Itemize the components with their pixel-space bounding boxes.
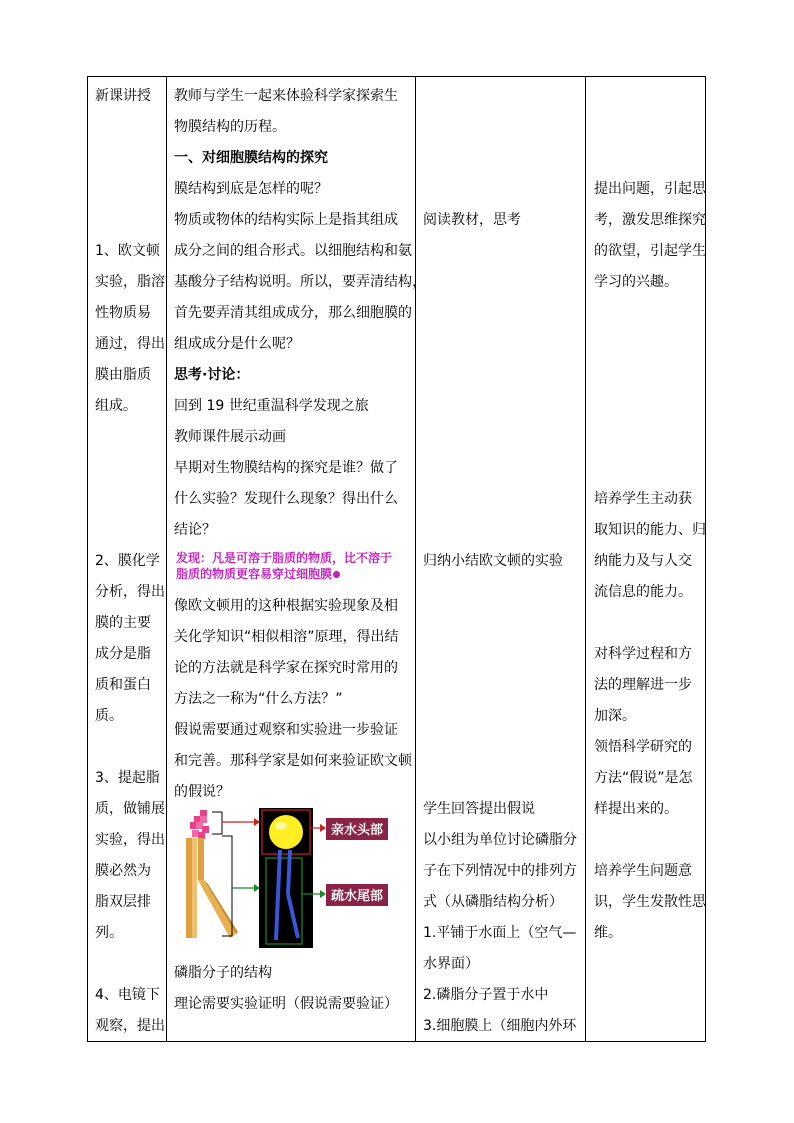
text-line: 3.细胞膜上（细胞内外环	[423, 1018, 577, 1034]
text-line: 培养学生问题意	[594, 863, 692, 879]
step-line: 3、提起脂	[95, 770, 160, 786]
step-line: 性物质易	[95, 305, 151, 321]
text-line: 理论需要实验证明（假说需要验证）	[174, 996, 398, 1012]
step-line: 2、膜化学	[95, 553, 160, 569]
section-label: 新课讲授	[95, 88, 151, 104]
step-line: 通过，得出	[95, 336, 165, 352]
text-line: 方法之一称为“什么方法？”	[174, 691, 343, 707]
hydrophilic-head-label: 亲水头部	[330, 823, 384, 838]
text-line: 组成成分是什么呢？	[174, 336, 300, 352]
text-line: 法的理解进一步	[594, 677, 692, 693]
hydrophobic-tail-label: 疏水尾部	[330, 889, 384, 904]
text-line: 样提出来的。	[594, 801, 678, 817]
text-line: 基酸分子结构说明。所以，要弄清结构，	[174, 274, 426, 290]
intent-column	[594, 174, 706, 949]
text-line: 提出问题，引起思	[594, 181, 706, 197]
text-line: 学习的兴趣。	[594, 274, 678, 290]
discovery-line: 发现：凡是可溶于脂质的物质，比不溶于	[176, 551, 393, 565]
step-line: 质和蛋白	[95, 677, 151, 693]
step-line: 实验，得出	[95, 832, 165, 848]
text-line: 归纳小结欧文顿的实验	[423, 553, 563, 569]
text-line: 物质或物体的结构实际上是指其组成	[174, 212, 398, 228]
text-line: 结论？	[174, 522, 216, 538]
step-line: 成分是脂	[95, 646, 151, 662]
text-line: 取知识的能力、归	[594, 522, 706, 538]
step-line: 膜必然为	[95, 863, 151, 879]
phospholipid-diagram	[178, 808, 408, 953]
text-line: 论的方法就是科学家在探究时常用的	[174, 660, 398, 676]
text-line: 子在下列情况中的排列方	[423, 863, 577, 879]
step-line: 质，做铺展	[95, 801, 165, 817]
text-line: 式（从磷脂结构分析）	[423, 894, 563, 910]
discussion-heading: 思考·讨论：	[174, 367, 250, 383]
step-line: 分析，得出	[95, 584, 165, 600]
text-line: 回到 19 世纪重温科学发现之旅	[174, 398, 369, 414]
text-line: 首先要弄清其组成成分，那么细胞膜的	[174, 305, 412, 321]
text-line: 识，学生发散性思	[594, 894, 706, 910]
step-line: 列。	[95, 925, 123, 941]
text-line: 像欧文顿用的这种根据实验现象及相	[174, 598, 398, 614]
text-line: 和完善。那科学家是如何来验证欧文顿	[174, 753, 412, 769]
step-line: 膜由脂质	[95, 367, 151, 383]
step-line: 脂双层排	[95, 894, 151, 910]
text-line: 考，激发思维探究	[594, 212, 706, 228]
student-column	[423, 205, 583, 1042]
text-line: 培养学生主动获	[594, 491, 692, 507]
diagram-caption: 磷脂分子的结构	[174, 965, 272, 981]
text-line: 2.磷脂分子置于水中	[423, 987, 549, 1003]
lesson-table	[87, 76, 706, 1042]
text-line: 早期对生物膜结构的探究是谁？做了	[174, 460, 398, 476]
text-line: 方法“假说”是怎	[594, 770, 693, 786]
column-divider-1	[166, 77, 167, 1041]
text-line: 物膜结构的历程。	[174, 119, 286, 135]
text-line: 关化学知识“相似相溶”原理，得出结	[174, 629, 399, 645]
text-line: 以小组为单位讨论磷脂分	[423, 832, 577, 848]
text-line: 学生回答提出假说	[423, 801, 535, 817]
text-line: 假说需要通过观察和实验进一步验证	[174, 722, 398, 738]
bullet-dot-icon	[333, 571, 340, 578]
step-line: 4、电镜下	[95, 987, 160, 1003]
text-line: 教师与学生一起来体验科学家探索生	[174, 88, 398, 104]
text-line: 1.平铺于水面上（空气—	[423, 925, 577, 941]
text-line: 成分之间的组合形式。以细胞结构和氨	[174, 243, 412, 259]
phospholipid-structure-illustration	[178, 808, 408, 953]
steps-column	[95, 81, 165, 1042]
section-heading: 一、对细胞膜结构的探究	[174, 150, 328, 166]
text-line: 领悟科学研究的	[594, 739, 692, 755]
text-line: 膜结构到底是怎样的呢？	[174, 181, 328, 197]
text-line: 什么实验？发现什么现象？得出什么	[174, 491, 398, 507]
text-line: 的假说？	[174, 784, 230, 800]
step-line: 1、欧文顿	[95, 243, 160, 259]
step-line: 组成。	[95, 398, 137, 414]
step-line: 质。	[95, 708, 123, 724]
step-line: 观察，提出	[95, 1018, 165, 1034]
block-model	[186, 810, 238, 938]
text-line: 水界面）	[423, 956, 479, 972]
text-line: 加深。	[594, 708, 636, 724]
text-line: 的欲望，引起学生	[594, 243, 706, 259]
text-line: 维。	[594, 925, 622, 941]
discovery-note	[176, 550, 416, 582]
step-line: 实验，脂溶	[95, 274, 165, 290]
text-line: 流信息的能力。	[594, 584, 692, 600]
text-line: 纳能力及与人交	[594, 553, 692, 569]
column-divider-3	[585, 77, 586, 1041]
text-line: 阅读教材，思考	[423, 212, 521, 228]
step-line: 膜的主要	[95, 615, 151, 631]
discovery-line: 脂质的物质更容易穿过细胞膜	[176, 567, 333, 581]
text-line: 教师课件展示动画	[174, 429, 286, 445]
text-line: 对科学过程和方	[594, 646, 692, 662]
